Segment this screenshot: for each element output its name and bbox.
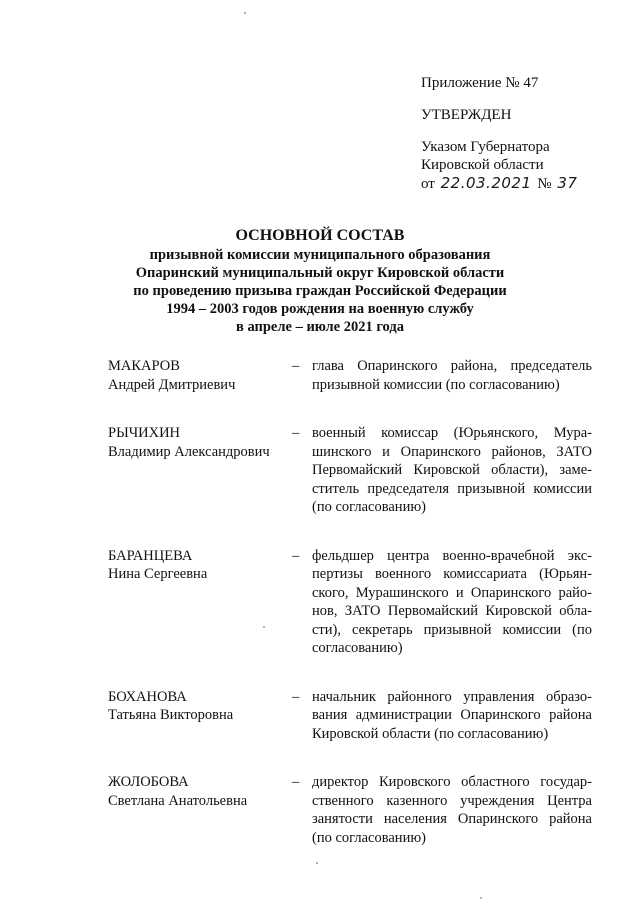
member-surname: БОХАНОВА: [108, 688, 187, 705]
member-surname: ЖОЛОБОВА: [108, 774, 189, 790]
decree-date-line: [421, 174, 621, 193]
member-name: [108, 357, 288, 394]
member-surname: МАКАРОВ: [108, 358, 180, 374]
decree-reference: [421, 138, 621, 193]
handwritten-date: 22.03.2021: [440, 174, 532, 192]
decree-line-1: Указом Губернатора: [421, 139, 550, 155]
subtitle-line-1: призывной комиссии муниципального образования: [149, 247, 491, 263]
member-surname: БАРАНЦЕВА: [108, 547, 193, 564]
approval-header: [421, 74, 621, 193]
member-name: [108, 424, 288, 517]
member-name: [108, 547, 288, 658]
commission-members-list: [108, 357, 592, 877]
member-entry: [108, 547, 592, 658]
member-role: фельдшер центра военно-врачебной экспертизы военного комиссариата (Юрьянского, Мурашинского и Опаринского районов, ЗАТО Первомайский Кировской области), секретарь призывной комиссии (по согласованию): [312, 547, 592, 656]
member-dash: –: [292, 547, 300, 564]
document-title: ОСНОВНОЙ СОСТАВ: [235, 227, 405, 244]
appendix-label: Приложение № 47: [421, 75, 539, 91]
member-given-names: Нина Сергеевна: [108, 566, 208, 582]
member-role: глава Опаринского района, председатель призывной комиссии (по согласованию): [312, 358, 592, 393]
subtitle-line-2: Опаринский муниципальный округ Кировской области: [135, 265, 505, 281]
scan-speck: [263, 626, 265, 628]
member-given-names: Светлана Анатольевна: [108, 792, 248, 809]
member-given-names: Владимир Александрович: [108, 443, 270, 460]
number-prefix: №: [537, 176, 552, 192]
member-role: военный комиссар (Юрьянского, Мурашинского и Опаринского районов, ЗАТО Первомайский Кировской области), заместитель председателя призывной комиссии (по согласованию): [312, 425, 592, 515]
document-title-block: [60, 226, 580, 336]
member-entry: [108, 688, 592, 744]
decree-line-2: Кировской области: [421, 157, 544, 173]
member-given-names: Татьяна Викторовна: [108, 707, 234, 723]
member-entry: [108, 357, 592, 394]
member-given-names: Андрей Дмитриевич: [108, 376, 236, 393]
member-surname: РЫЧИХИН: [108, 425, 181, 441]
subtitle-line-5: в апреле – июле 2021 года: [236, 319, 404, 335]
member-dash: –: [292, 358, 300, 374]
date-prefix: от: [421, 176, 435, 192]
member-role: начальник районного управления образования администрации Опаринского района Кировской области (по согласованию): [312, 688, 592, 742]
scan-speck: [244, 12, 246, 14]
member-dash: –: [292, 688, 300, 705]
member-role: директор Кировского областного государственного казенного учреждения Центра занятости населения Опаринского района (по согласованию): [312, 774, 592, 846]
subtitle-line-3: по проведению призыва граждан Российской Федерации: [133, 283, 507, 299]
member-dash: –: [292, 774, 300, 790]
member-entry: [108, 424, 592, 517]
member-name: [108, 688, 288, 744]
scan-speck: [480, 897, 482, 899]
scan-speck: [316, 862, 318, 864]
member-entry: [108, 773, 592, 847]
handwritten-number: 37: [557, 174, 578, 192]
member-dash: –: [292, 425, 300, 441]
subtitle-line-4: 1994 – 2003 годов рождения на военную службу: [166, 301, 474, 317]
approved-label: УТВЕРЖДЕН: [421, 107, 512, 123]
member-name: [108, 773, 288, 847]
